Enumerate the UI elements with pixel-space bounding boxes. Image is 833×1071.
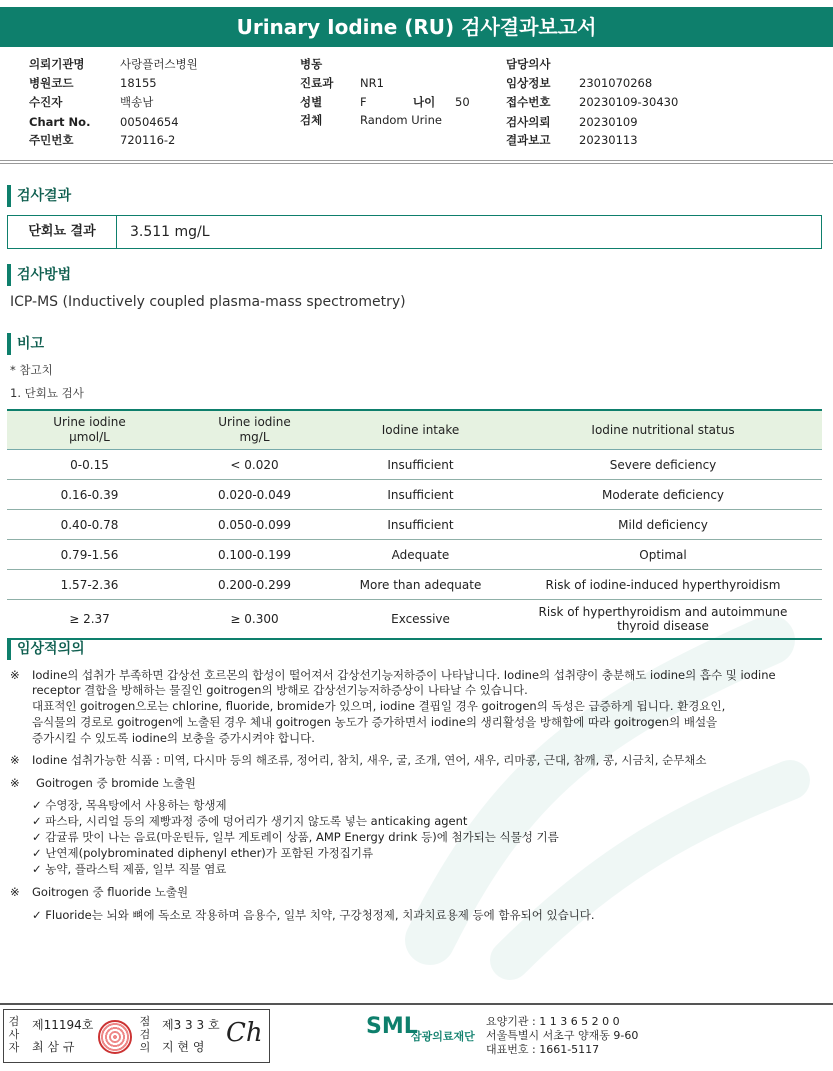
reviewer-label: 점 검 의	[139, 1015, 151, 1054]
bromide-item: ✓ 수영장, 목욕탕에서 사용하는 항생제	[32, 798, 227, 812]
method-text: ICP-MS (Inductively coupled plasma-mass spectrometry)	[10, 294, 406, 310]
signature-box	[3, 1009, 270, 1063]
result-label: 단회뇨 결과	[8, 216, 117, 248]
info-value: 2301070268	[579, 76, 653, 90]
multiline-cell: Risk of hyperthyroidism and autoimmune thyroid disease	[504, 600, 822, 640]
divider	[0, 163, 833, 164]
info-label: 의뢰기관명	[29, 57, 85, 71]
section-remarks-heading: 비고	[7, 333, 44, 355]
section-result-heading: 검사결과	[7, 185, 71, 207]
section-method-heading: 검사방법	[7, 264, 71, 286]
reviewer-number: 제3 3 3 호	[162, 1018, 220, 1032]
reference-note: * 참고치	[10, 363, 53, 377]
table-row: 1.57-2.36 0.200-0.299 More than adequate Risk of iodine-induced hyperthyroidism	[7, 570, 822, 600]
info-label: 결과보고	[506, 133, 551, 147]
result-value: 3.511 mg/L	[130, 224, 210, 240]
checker-label: 검 사 자	[8, 1015, 20, 1054]
reference-item: 1. 단회뇨 검사	[10, 386, 84, 400]
bromide-item: ✓ 난연제(polybrominated diphenyl ether)가 포함된 가정집기류	[32, 846, 374, 860]
info-label: 검사의뢰	[506, 115, 551, 129]
info-value: 백송남	[120, 95, 154, 109]
info-value: F	[360, 95, 367, 109]
table-row: 0.16-0.39 0.020-0.049 Insufficient Moderate deficiency	[7, 480, 822, 510]
info-label: 담당의사	[506, 57, 551, 71]
reference-table	[7, 409, 822, 640]
table-row: 0.40-0.78 0.050-0.099 Insufficient Mild deficiency	[7, 510, 822, 540]
sml-logo: SML	[366, 1014, 418, 1039]
info-label: 검체	[300, 113, 323, 127]
patient-info	[0, 0, 833, 160]
clinical-paragraph: ※ Iodine의 섭취가 부족하면 갑상선 호르몬의 합성이 떨어져서 갑상선기능저하증이 나타납니다. Iodine의 섭취량이 충분해도 iodine의 흡수 및 iodine receptor 결합을 방해하는 물질인 goitrogen의 방해로 갑상선기능저하증상이 나타날 수 있습니다. 대표적인 goitrogen으로는 chlorine, fluoride, bromide가 있으며, iodine 결핍일 경우 goitrogen의 독성은 급증하게 됩니다. 환경요인, 음식물의 경로로 goitrogen에 노출된 경우 체내 goitrogen 농도가 증가하면서 iodine의 생리활성을 방해함에 따라 goitrogen의 배설을 증가시킬 수 있도록 iodine의 보충을 증가시켜야 합니다.	[10, 668, 776, 745]
info-value: 20230109-30430	[579, 95, 679, 109]
info-value: 18155	[120, 76, 157, 90]
reviewer-name: 지 현 영	[162, 1040, 205, 1054]
info-label: 접수번호	[506, 95, 551, 109]
note-mark: ※	[10, 668, 20, 682]
checker-number: 제11194호	[32, 1018, 94, 1032]
fluoride-item: ✓ Fluoride는 뇌와 뼈에 독소로 작용하며 음용수, 일부 치약, 구강청정제, 치과치료용제 등에 함유되어 있습니다.	[32, 908, 595, 922]
info-value: 20230109	[579, 115, 638, 129]
info-value: 50	[455, 95, 470, 109]
note-mark: ※	[10, 753, 20, 767]
divider	[0, 160, 833, 161]
note-mark: ※	[10, 885, 20, 899]
result-box	[7, 215, 822, 249]
section-clinical-heading: 임상적의의	[7, 638, 85, 660]
table-row: ≥ 2.37 ≥ 0.300 Excessive Risk of hyperthyroidism and autoimmune thyroid disease	[7, 600, 822, 640]
signature: Ch	[226, 1018, 263, 1048]
info-label: 나이	[413, 95, 436, 109]
footer-divider	[0, 1003, 833, 1005]
bromide-title: ※ Goitrogen 중 bromide 노출원	[10, 776, 196, 790]
table-header: Urine iodine μmol/L	[7, 410, 172, 450]
info-label: Chart No.	[29, 115, 91, 129]
bromide-item: ✓ 농약, 플라스틱 제품, 일부 직물 염료	[32, 862, 227, 876]
info-label: 주민번호	[29, 133, 74, 147]
table-header: Iodine nutritional status	[504, 410, 822, 450]
info-value: 720116-2	[120, 133, 176, 147]
info-label: 병동	[300, 57, 323, 71]
info-label: 진료과	[300, 76, 334, 90]
info-label: 임상정보	[506, 76, 551, 90]
info-label: 수진자	[29, 95, 63, 109]
org-address: 요양기관 : 1 1 3 6 5 2 0 0 서울특별시 서초구 양재동 9-60 대표번호 : 1661-5117	[486, 1015, 639, 1056]
report-title: Urinary Iodine (RU) 검사결과보고서	[0, 7, 833, 47]
fluoride-title: ※ Goitrogen 중 fluoride 노출원	[10, 885, 189, 899]
checker-name: 최 삼 규	[32, 1040, 75, 1054]
info-value: 20230113	[579, 133, 638, 147]
bromide-item: ✓ 감귤류 맛이 나는 음료(마운틴듀, 일부 게토레이 상품, AMP Energy drink 등)에 첨가되는 식물성 기름	[32, 830, 559, 844]
bromide-item: ✓ 파스타, 시리얼 등의 제빵과정 중에 덩어리가 생기지 않도록 넣는 anticaking agent	[32, 814, 468, 828]
info-label: 병원코드	[29, 76, 74, 90]
food-sources: ※ Iodine 섭취가능한 식품 : 미역, 다시마 등의 해조류, 정어리, 참치, 새우, 굴, 조개, 연어, 새우, 리마콩, 근대, 참깨, 콩, 시금치, 순무채소	[10, 753, 707, 767]
org-name: 삼광의료재단	[411, 1030, 475, 1043]
table-row: 0.79-1.56 0.100-0.199 Adequate Optimal	[7, 540, 822, 570]
table-row: 0-0.15 < 0.020 Insufficient Severe deficiency	[7, 450, 822, 480]
info-label: 성별	[300, 95, 323, 109]
info-value: NR1	[360, 76, 384, 90]
table-header: Iodine intake	[337, 410, 504, 450]
seal-stamp	[98, 1020, 132, 1054]
info-value: 00504654	[120, 115, 179, 129]
info-value: 사랑플러스병원	[120, 57, 198, 71]
note-mark: ※	[10, 776, 20, 790]
table-header: Urine iodine mg/L	[172, 410, 337, 450]
info-value: Random Urine	[360, 113, 442, 127]
